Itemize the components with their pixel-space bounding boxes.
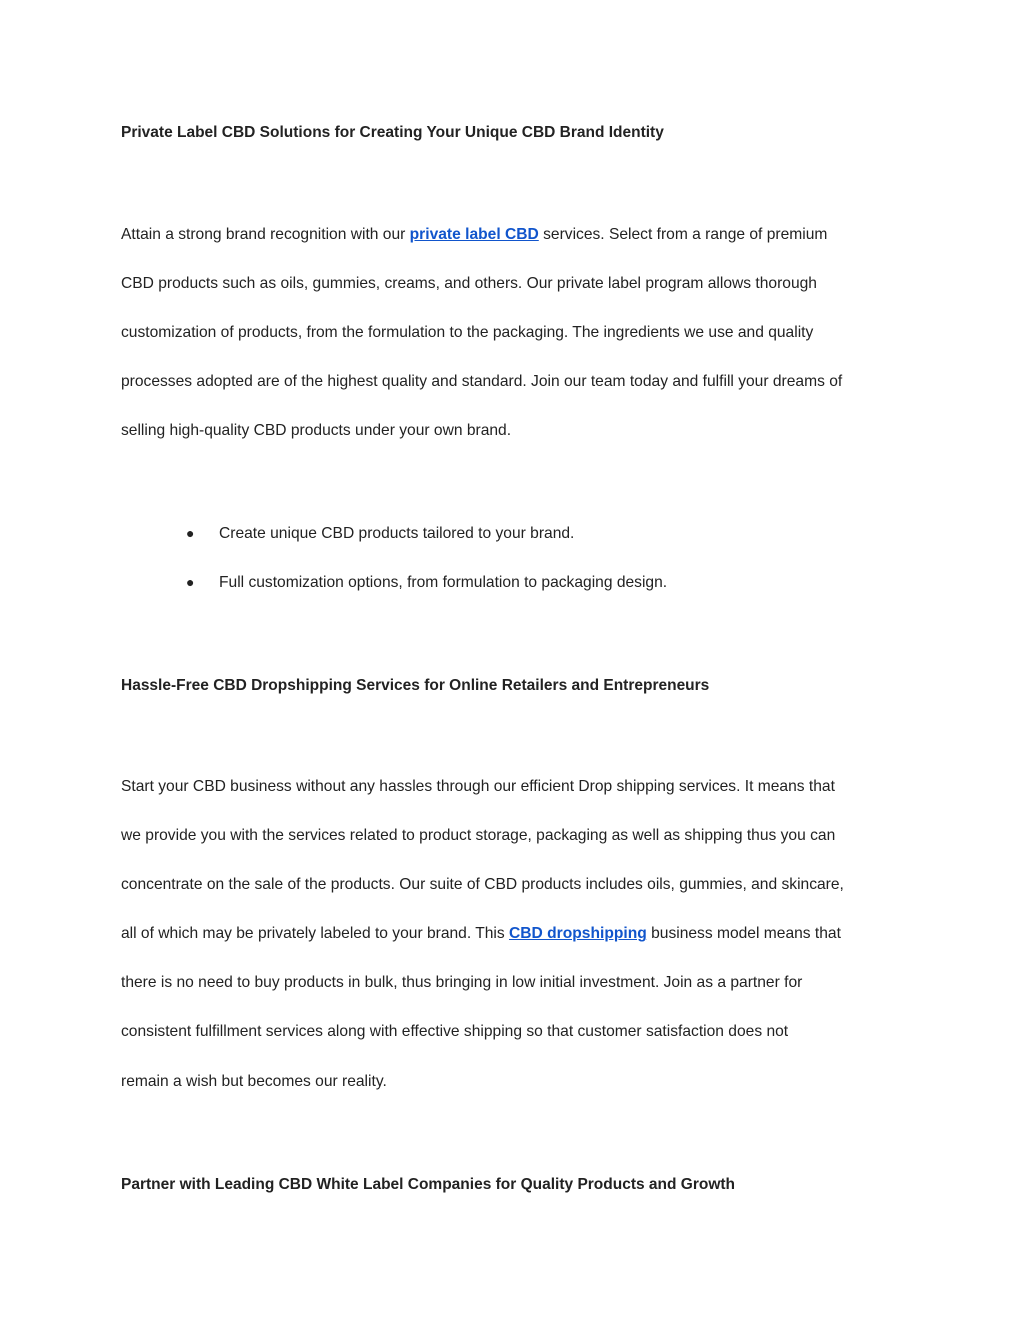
paragraph-private-label xyxy=(121,210,911,455)
heading-white-label: Partner with Leading CBD White Label Companies for Quality Products and Growth xyxy=(121,1176,736,1193)
text-run: Attain a strong brand recognition with our xyxy=(121,226,410,243)
paragraph-line xyxy=(121,210,911,259)
bullet-dot-icon: ● xyxy=(186,574,195,590)
private-label-cbd-link[interactable]: private label CBD xyxy=(409,226,539,243)
paragraph-line: processes adopted are of the highest quality and standard. Join our team today and fulfill your dreams of xyxy=(121,373,843,391)
paragraph-line: we provide you with the services related to product storage, packaging as well as shipping thus you can xyxy=(121,827,836,845)
paragraph-line: there is no need to buy products in bulk, thus bringing in low initial investment. Join as a partner for xyxy=(121,974,803,992)
cbd-dropshipping-link[interactable]: CBD dropshipping xyxy=(509,925,647,943)
list-item-text: Full customization options, from formulation to packaging design. xyxy=(219,574,668,591)
paragraph-line: customization of products, from the formulation to the packaging. The ingredients we use and quality xyxy=(121,324,814,342)
text-run: services. Select from a range of premium xyxy=(538,226,828,243)
list-item-text: Create unique CBD products tailored to your brand. xyxy=(219,525,575,542)
paragraph-line: consistent fulfillment services along with effective shipping so that customer satisfaction does not xyxy=(121,1023,789,1041)
list-item xyxy=(186,558,667,607)
text-run: all of which may be privately labeled to your brand. This xyxy=(121,925,510,943)
heading-private-label: Private Label CBD Solutions for Creating Your Unique CBD Brand Identity xyxy=(121,124,664,141)
text-run: business model means that xyxy=(646,925,841,943)
paragraph-line: CBD products such as oils, gummies, creams, and others. Our private label program allows thorough xyxy=(121,275,817,293)
bullet-dot-icon: ● xyxy=(186,525,195,541)
paragraph-line: Start your CBD business without any hassles through our efficient Drop shipping services. It means that xyxy=(121,778,835,795)
paragraph-line: selling high-quality CBD products under your own brand. xyxy=(121,422,512,440)
feature-bullet-list xyxy=(186,509,667,607)
paragraph-line xyxy=(121,909,911,958)
paragraph-dropshipping xyxy=(121,762,911,1106)
heading-dropshipping: Hassle-Free CBD Dropshipping Services for Online Retailers and Entrepreneurs xyxy=(121,677,710,694)
paragraph-line: concentrate on the sale of the products. Our suite of CBD products includes oils, gummies, and skincare, xyxy=(121,876,844,894)
paragraph-line: remain a wish but becomes our reality. xyxy=(121,1072,387,1090)
list-item xyxy=(186,509,667,558)
